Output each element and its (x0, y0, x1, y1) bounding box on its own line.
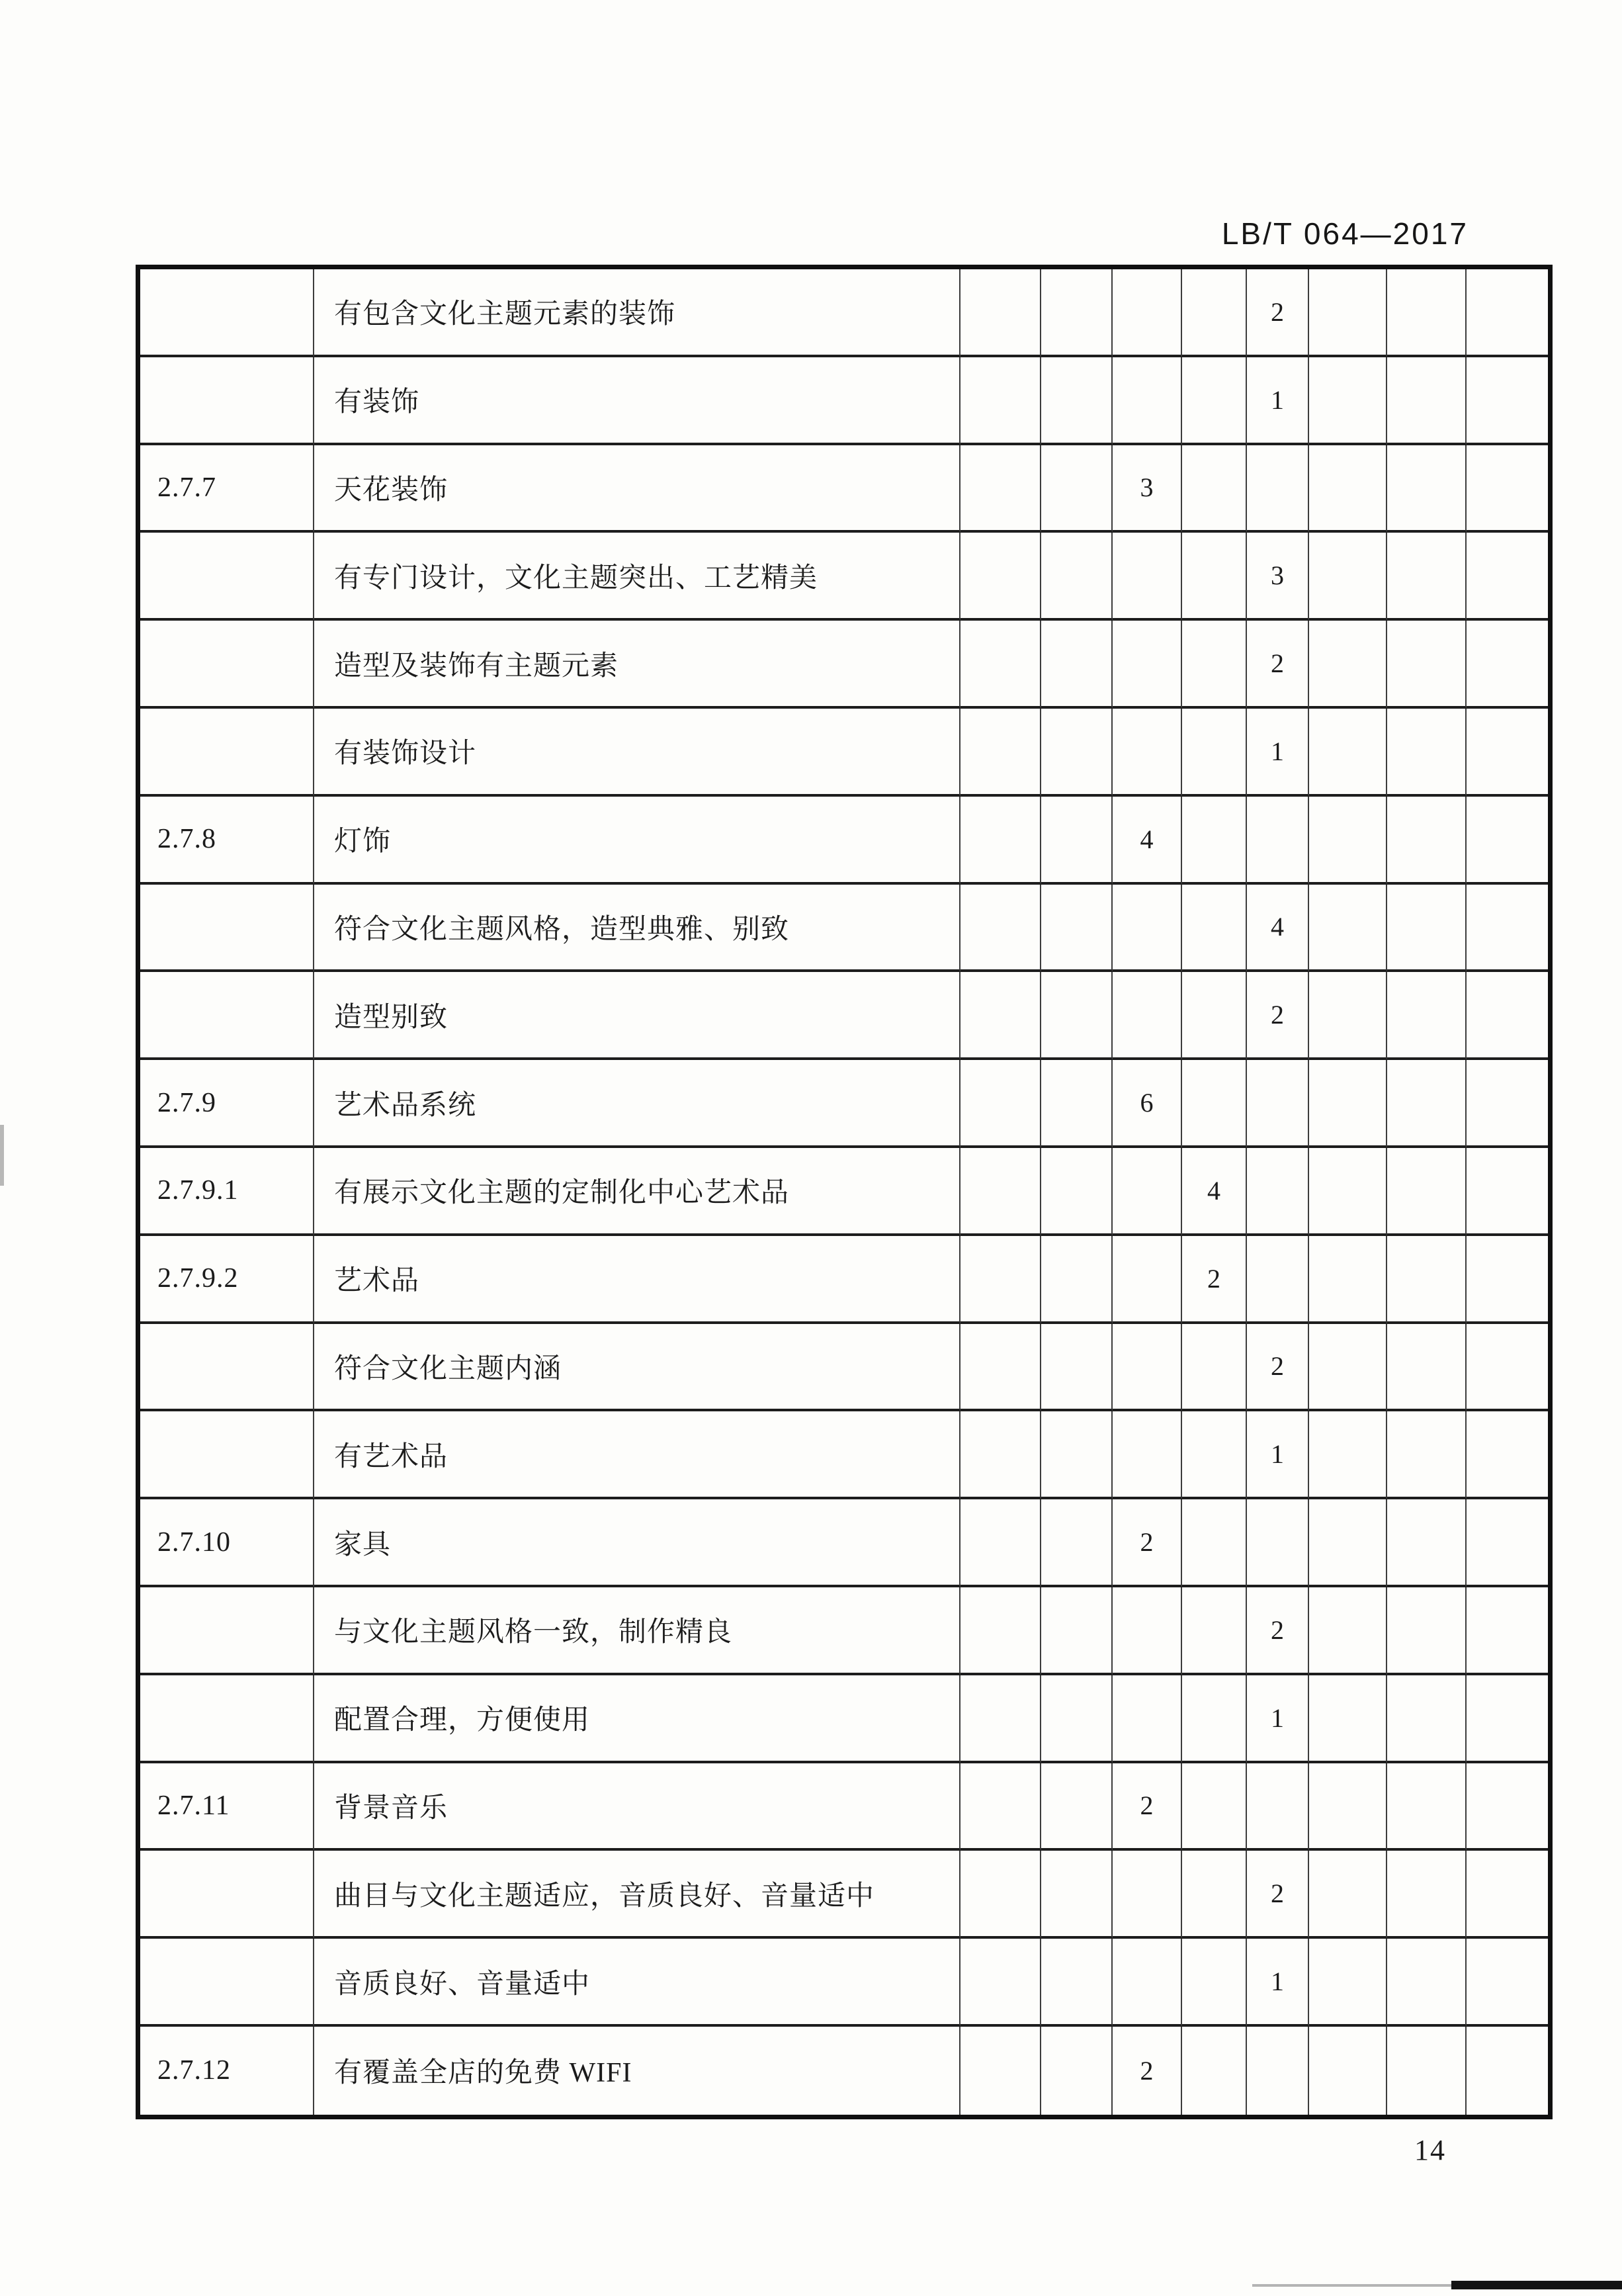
row-2-score-col7 (1387, 357, 1467, 445)
row-3-score-col8 (1467, 445, 1548, 533)
page-number: 14 (1414, 2134, 1446, 2166)
row-17-score-col1 (960, 1675, 1041, 1763)
row-4-code (140, 533, 314, 621)
row-2-score-col6 (1309, 357, 1387, 445)
row-1-score-col5: 2 (1247, 269, 1309, 357)
row-7-code: 2.7.8 (140, 797, 314, 885)
row-1-score-col7 (1387, 269, 1467, 357)
row-11-score-col8 (1467, 1148, 1548, 1236)
row-19-score-col5: 2 (1247, 1851, 1309, 1939)
row-18-score-col2 (1041, 1763, 1113, 1851)
row-11-code: 2.7.9.1 (140, 1148, 314, 1236)
row-8-score-col6 (1309, 885, 1387, 973)
row-12-score-col3 (1113, 1236, 1182, 1324)
row-1-score-col6 (1309, 269, 1387, 357)
row-1-code (140, 269, 314, 357)
row-4-score-col5: 3 (1247, 533, 1309, 621)
row-14-code (140, 1411, 314, 1499)
row-5-score-col7 (1387, 621, 1467, 709)
row-14-score-col6 (1309, 1411, 1387, 1499)
row-12-score-col2 (1041, 1236, 1113, 1324)
row-18-score-col3: 2 (1113, 1763, 1182, 1851)
row-7-score-col6 (1309, 797, 1387, 885)
row-5-score-col8 (1467, 621, 1548, 709)
row-12-description: 艺术品 (314, 1236, 960, 1324)
row-5-score-col3 (1113, 621, 1182, 709)
row-19-score-col1 (960, 1851, 1041, 1939)
row-10-score-col3: 6 (1113, 1060, 1182, 1148)
row-18-score-col7 (1387, 1763, 1467, 1851)
row-7-score-col7 (1387, 797, 1467, 885)
scan-artifact-bottom-line (1252, 2284, 1453, 2287)
row-14-score-col2 (1041, 1411, 1113, 1499)
row-6-score-col4 (1182, 709, 1247, 797)
row-17-score-col2 (1041, 1675, 1113, 1763)
row-19-score-col2 (1041, 1851, 1113, 1939)
row-21-score-col6 (1309, 2027, 1387, 2115)
row-1-score-col4 (1182, 269, 1247, 357)
row-16-description: 与文化主题风格一致，制作精良 (314, 1587, 960, 1675)
row-12-score-col5 (1247, 1236, 1309, 1324)
row-8-score-col4 (1182, 885, 1247, 973)
row-15-score-col3: 2 (1113, 1499, 1182, 1587)
row-5-score-col2 (1041, 621, 1113, 709)
criteria-table (136, 265, 1553, 2119)
row-1-score-col2 (1041, 269, 1113, 357)
row-11-score-col4: 4 (1182, 1148, 1247, 1236)
row-7-score-col8 (1467, 797, 1548, 885)
row-7-description: 灯饰 (314, 797, 960, 885)
row-11-score-col6 (1309, 1148, 1387, 1236)
row-17-score-col5: 1 (1247, 1675, 1309, 1763)
row-5-description: 造型及装饰有主题元素 (314, 621, 960, 709)
scan-artifact-left-edge (0, 1125, 4, 1186)
row-9-score-col7 (1387, 972, 1467, 1060)
row-10-score-col5 (1247, 1060, 1309, 1148)
row-20-score-col2 (1041, 1939, 1113, 2027)
row-5-score-col1 (960, 621, 1041, 709)
row-13-score-col5: 2 (1247, 1324, 1309, 1412)
row-18-code: 2.7.11 (140, 1763, 314, 1851)
row-19-description: 曲目与文化主题适应，音质良好、音量适中 (314, 1851, 960, 1939)
row-18-score-col8 (1467, 1763, 1548, 1851)
row-12-score-col7 (1387, 1236, 1467, 1324)
row-3-description: 天花装饰 (314, 445, 960, 533)
row-6-score-col1 (960, 709, 1041, 797)
row-14-description: 有艺术品 (314, 1411, 960, 1499)
row-21-score-col2 (1041, 2027, 1113, 2115)
row-15-score-col2 (1041, 1499, 1113, 1587)
row-19-code (140, 1851, 314, 1939)
row-9-score-col1 (960, 972, 1041, 1060)
row-14-score-col1 (960, 1411, 1041, 1499)
row-3-score-col3: 3 (1113, 445, 1182, 533)
row-2-score-col4 (1182, 357, 1247, 445)
row-11-description: 有展示文化主题的定制化中心艺术品 (314, 1148, 960, 1236)
row-6-score-col6 (1309, 709, 1387, 797)
row-20-score-col7 (1387, 1939, 1467, 2027)
row-16-score-col3 (1113, 1587, 1182, 1675)
row-17-score-col8 (1467, 1675, 1548, 1763)
row-16-score-col5: 2 (1247, 1587, 1309, 1675)
row-21-score-col5 (1247, 2027, 1309, 2115)
row-13-score-col8 (1467, 1324, 1548, 1412)
row-9-score-col4 (1182, 972, 1247, 1060)
row-2-description: 有装饰 (314, 357, 960, 445)
row-10-score-col6 (1309, 1060, 1387, 1148)
row-10-code: 2.7.9 (140, 1060, 314, 1148)
row-9-score-col6 (1309, 972, 1387, 1060)
row-7-score-col5 (1247, 797, 1309, 885)
row-5-score-col6 (1309, 621, 1387, 709)
row-20-score-col3 (1113, 1939, 1182, 2027)
row-2-code (140, 357, 314, 445)
row-11-score-col1 (960, 1148, 1041, 1236)
row-4-score-col6 (1309, 533, 1387, 621)
row-4-score-col2 (1041, 533, 1113, 621)
row-10-description: 艺术品系统 (314, 1060, 960, 1148)
row-14-score-col5: 1 (1247, 1411, 1309, 1499)
row-4-description: 有专门设计，文化主题突出、工艺精美 (314, 533, 960, 621)
row-19-score-col7 (1387, 1851, 1467, 1939)
row-6-code (140, 709, 314, 797)
row-19-score-col8 (1467, 1851, 1548, 1939)
document-standard-number: LB/T 064—2017 (1221, 216, 1469, 251)
row-2-score-col8 (1467, 357, 1548, 445)
row-3-score-col5 (1247, 445, 1309, 533)
row-7-score-col2 (1041, 797, 1113, 885)
row-1-score-col3 (1113, 269, 1182, 357)
row-15-score-col7 (1387, 1499, 1467, 1587)
row-16-score-col2 (1041, 1587, 1113, 1675)
row-8-code (140, 885, 314, 973)
row-15-score-col4 (1182, 1499, 1247, 1587)
row-10-score-col1 (960, 1060, 1041, 1148)
row-15-score-col1 (960, 1499, 1041, 1587)
row-8-description: 符合文化主题风格，造型典雅、别致 (314, 885, 960, 973)
row-12-score-col8 (1467, 1236, 1548, 1324)
row-6-score-col5: 1 (1247, 709, 1309, 797)
row-17-score-col7 (1387, 1675, 1467, 1763)
row-12-score-col1 (960, 1236, 1041, 1324)
row-2-score-col3 (1113, 357, 1182, 445)
row-21-score-col3: 2 (1113, 2027, 1182, 2115)
row-16-score-col4 (1182, 1587, 1247, 1675)
row-21-score-col1 (960, 2027, 1041, 2115)
row-3-code: 2.7.7 (140, 445, 314, 533)
row-20-score-col4 (1182, 1939, 1247, 2027)
row-14-score-col4 (1182, 1411, 1247, 1499)
row-19-score-col6 (1309, 1851, 1387, 1939)
row-4-score-col1 (960, 533, 1041, 621)
row-16-score-col6 (1309, 1587, 1387, 1675)
row-13-score-col6 (1309, 1324, 1387, 1412)
row-15-score-col8 (1467, 1499, 1548, 1587)
row-13-score-col2 (1041, 1324, 1113, 1412)
row-14-score-col7 (1387, 1411, 1467, 1499)
row-15-code: 2.7.10 (140, 1499, 314, 1587)
row-1-score-col1 (960, 269, 1041, 357)
row-6-description: 有装饰设计 (314, 709, 960, 797)
row-16-score-col7 (1387, 1587, 1467, 1675)
row-3-score-col2 (1041, 445, 1113, 533)
row-10-score-col7 (1387, 1060, 1467, 1148)
row-1-score-col8 (1467, 269, 1548, 357)
row-7-score-col3: 4 (1113, 797, 1182, 885)
row-3-score-col6 (1309, 445, 1387, 533)
row-20-score-col1 (960, 1939, 1041, 2027)
row-9-description: 造型别致 (314, 972, 960, 1060)
row-20-score-col5: 1 (1247, 1939, 1309, 2027)
row-9-code (140, 972, 314, 1060)
row-9-score-col2 (1041, 972, 1113, 1060)
row-8-score-col7 (1387, 885, 1467, 973)
row-1-description: 有包含文化主题元素的装饰 (314, 269, 960, 357)
row-7-score-col4 (1182, 797, 1247, 885)
row-19-score-col3 (1113, 1851, 1182, 1939)
row-6-score-col3 (1113, 709, 1182, 797)
row-21-description: 有覆盖全店的免费 WIFI (314, 2027, 960, 2115)
row-17-description: 配置合理，方便使用 (314, 1675, 960, 1763)
row-18-score-col4 (1182, 1763, 1247, 1851)
row-13-code (140, 1324, 314, 1412)
row-11-score-col5 (1247, 1148, 1309, 1236)
row-17-score-col4 (1182, 1675, 1247, 1763)
row-10-score-col2 (1041, 1060, 1113, 1148)
row-4-score-col4 (1182, 533, 1247, 621)
row-15-score-col6 (1309, 1499, 1387, 1587)
row-10-score-col8 (1467, 1060, 1548, 1148)
row-12-code: 2.7.9.2 (140, 1236, 314, 1324)
row-3-score-col1 (960, 445, 1041, 533)
row-21-score-col8 (1467, 2027, 1548, 2115)
row-2-score-col2 (1041, 357, 1113, 445)
row-9-score-col5: 2 (1247, 972, 1309, 1060)
row-9-score-col8 (1467, 972, 1548, 1060)
row-5-code (140, 621, 314, 709)
row-14-score-col8 (1467, 1411, 1548, 1499)
row-5-score-col4 (1182, 621, 1247, 709)
row-21-score-col7 (1387, 2027, 1467, 2115)
row-13-score-col4 (1182, 1324, 1247, 1412)
row-11-score-col7 (1387, 1148, 1467, 1236)
row-11-score-col3 (1113, 1148, 1182, 1236)
row-8-score-col5: 4 (1247, 885, 1309, 973)
row-13-score-col1 (960, 1324, 1041, 1412)
row-3-score-col7 (1387, 445, 1467, 533)
row-21-code: 2.7.12 (140, 2027, 314, 2115)
row-18-score-col5 (1247, 1763, 1309, 1851)
row-4-score-col7 (1387, 533, 1467, 621)
row-8-score-col3 (1113, 885, 1182, 973)
row-8-score-col8 (1467, 885, 1548, 973)
row-20-score-col8 (1467, 1939, 1548, 2027)
row-15-description: 家具 (314, 1499, 960, 1587)
row-20-description: 音质良好、音量适中 (314, 1939, 960, 2027)
row-6-score-col2 (1041, 709, 1113, 797)
row-17-score-col3 (1113, 1675, 1182, 1763)
row-20-score-col6 (1309, 1939, 1387, 2027)
row-13-description: 符合文化主题内涵 (314, 1324, 960, 1412)
row-13-score-col3 (1113, 1324, 1182, 1412)
row-16-code (140, 1587, 314, 1675)
row-3-score-col4 (1182, 445, 1247, 533)
row-2-score-col5: 1 (1247, 357, 1309, 445)
row-8-score-col1 (960, 885, 1041, 973)
row-19-score-col4 (1182, 1851, 1247, 1939)
row-8-score-col2 (1041, 885, 1113, 973)
row-13-score-col7 (1387, 1324, 1467, 1412)
row-9-score-col3 (1113, 972, 1182, 1060)
row-16-score-col1 (960, 1587, 1041, 1675)
row-17-code (140, 1675, 314, 1763)
row-14-score-col3 (1113, 1411, 1182, 1499)
row-4-score-col3 (1113, 533, 1182, 621)
row-20-code (140, 1939, 314, 2027)
row-10-score-col4 (1182, 1060, 1247, 1148)
row-7-score-col1 (960, 797, 1041, 885)
row-2-score-col1 (960, 357, 1041, 445)
row-11-score-col2 (1041, 1148, 1113, 1236)
row-18-score-col6 (1309, 1763, 1387, 1851)
row-18-description: 背景音乐 (314, 1763, 960, 1851)
row-4-score-col8 (1467, 533, 1548, 621)
row-12-score-col6 (1309, 1236, 1387, 1324)
scan-artifact-bottom-bar (1451, 2281, 1622, 2289)
row-5-score-col5: 2 (1247, 621, 1309, 709)
row-21-score-col4 (1182, 2027, 1247, 2115)
row-6-score-col8 (1467, 709, 1548, 797)
row-6-score-col7 (1387, 709, 1467, 797)
row-18-score-col1 (960, 1763, 1041, 1851)
row-17-score-col6 (1309, 1675, 1387, 1763)
row-12-score-col4: 2 (1182, 1236, 1247, 1324)
row-16-score-col8 (1467, 1587, 1548, 1675)
row-15-score-col5 (1247, 1499, 1309, 1587)
